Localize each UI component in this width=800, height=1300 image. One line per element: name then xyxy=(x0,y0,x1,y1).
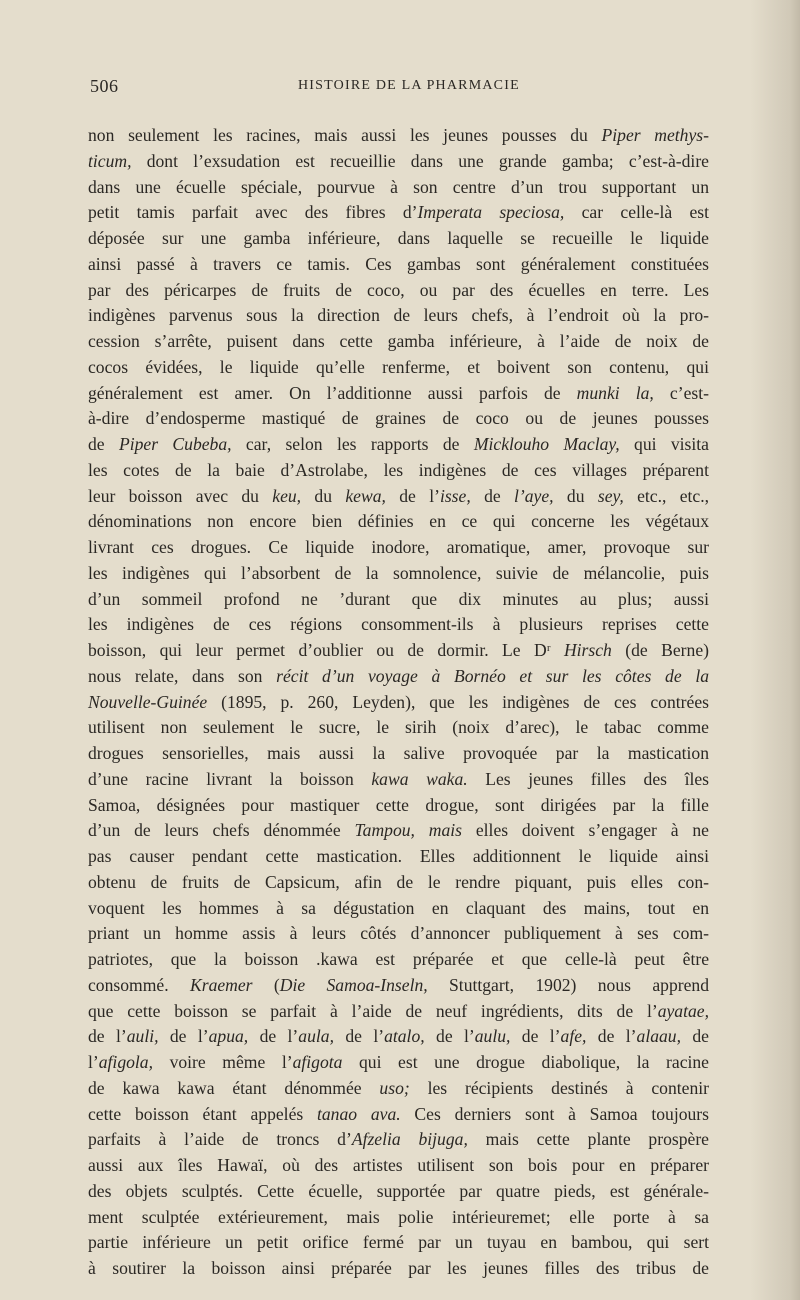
text-run: les récipients destinés à contenir xyxy=(409,1077,709,1098)
text-line xyxy=(88,741,709,767)
italic-text: alaau, xyxy=(636,1026,682,1047)
text-line xyxy=(88,844,709,870)
text-line xyxy=(88,123,709,149)
italic-text: afigota xyxy=(292,1052,343,1072)
italic-text: keu, xyxy=(272,485,302,506)
italic-text: tanao ava. xyxy=(317,1103,401,1124)
text-line xyxy=(88,921,709,947)
text-run: nous relate, dans son xyxy=(88,665,277,686)
text-run: priant un homme assis à leurs côtés d’annoncer publiquement à ses com- xyxy=(88,923,709,944)
text-line xyxy=(88,1050,709,1076)
text-run: les indigènes qui l’absorbent de la somnolence, suivie de mélancolie, puis xyxy=(88,562,709,583)
italic-text: Die Samoa-Inseln, xyxy=(279,974,428,995)
text-line xyxy=(88,458,709,484)
italic-text: kawa waka. xyxy=(371,768,468,789)
text-run: de l’ xyxy=(385,485,440,506)
text-line xyxy=(88,818,709,844)
text-run: de l’ xyxy=(424,1026,475,1047)
text-run: ment sculptée extérieurement, mais polie intérieuremet; elle porte à sa xyxy=(88,1206,709,1227)
italic-text: afe, xyxy=(560,1026,587,1047)
italic-text: Hirsch xyxy=(563,640,612,660)
text-run: à soutirer la boisson ainsi préparée par les jeunes filles des tribus de xyxy=(88,1258,709,1278)
text-line xyxy=(88,509,709,535)
text-line xyxy=(88,303,709,329)
text-run: de xyxy=(681,1026,709,1047)
text-line xyxy=(88,973,709,999)
text-line xyxy=(88,870,709,896)
text-run: Stuttgart, 1902) nous apprend xyxy=(427,974,710,995)
italic-text: sey, xyxy=(597,485,624,506)
text-line xyxy=(88,793,709,819)
text-run: d’un sommeil profond ne ’durant que dix minutes au plus; aussi xyxy=(88,588,709,609)
text-line xyxy=(88,587,709,613)
text-run: petit tamis parfait avec des fibres d’ xyxy=(88,202,418,223)
text-run: elles doivent s’engager à ne xyxy=(462,820,709,841)
text-run: non seulement les racines, mais aussi les jeunes pousses du xyxy=(88,125,602,145)
text-run: drogues sensorielles, mais aussi la salive provoquée par la mastication xyxy=(88,743,709,763)
text-run: que cette boisson se parfait à l’aide de neuf ingrédients, dits de l’ xyxy=(88,1000,658,1021)
italic-text: auli, xyxy=(126,1026,159,1047)
italic-text: aulu, xyxy=(474,1026,511,1047)
text-run: les cotes de la baie d’Astrolabe, les indigènes de ces villages préparent xyxy=(88,459,709,480)
page-number: 506 xyxy=(90,76,119,96)
text-line xyxy=(88,535,709,561)
italic-text: récit d’un voyage à Bornéo et sur les côtes de la xyxy=(276,665,710,686)
text-run: voire même l’ xyxy=(153,1052,293,1072)
text-run: dénominations non encore bien définies en ce qui concerne les végétaux xyxy=(88,511,709,532)
text-run: du xyxy=(301,485,346,506)
text-run: voquent les hommes à sa dégustation en claquant des mains, tout en xyxy=(88,897,709,918)
text-run: cocos évidées, le liquide qu’elle renferme, et boivent son contenu, qui xyxy=(88,356,709,377)
text-line xyxy=(88,381,709,407)
text-line xyxy=(88,149,709,175)
text-run: Ces derniers sont à Samoa toujours xyxy=(400,1103,710,1124)
text-line xyxy=(88,1153,709,1179)
text-run: livrant ces drogues. Ce liquide inodore, aromatique, amer, provoque sur xyxy=(88,537,709,557)
italic-text: isse, xyxy=(439,485,471,506)
page-header xyxy=(90,76,710,100)
text-line xyxy=(88,329,709,355)
text-line xyxy=(88,252,709,278)
text-run: Samoa, désignées pour mastiquer cette drogue, sont dirigées par la fille xyxy=(88,794,709,815)
italic-text: aula, xyxy=(298,1026,334,1047)
text-run: leur boisson avec du xyxy=(88,485,273,506)
text-line xyxy=(88,355,709,381)
running-title: HISTOIRE DE LA PHARMACIE xyxy=(298,78,520,93)
text-run: à-dire d’endosperme mastiqué de graines de coco ou de jeunes pousses xyxy=(88,408,709,429)
italic-text: atalo, xyxy=(384,1026,425,1047)
text-line xyxy=(88,638,709,664)
text-run: par des péricarpes de fruits de coco, ou par des écuelles en terre. Les xyxy=(88,279,709,300)
text-run: cette boisson étant appelés xyxy=(88,1103,317,1124)
text-line xyxy=(88,1024,709,1050)
text-line xyxy=(88,1205,709,1231)
italic-text: Tampou, mais xyxy=(354,820,463,841)
text-line xyxy=(88,999,709,1025)
text-run: de l’ xyxy=(333,1026,385,1047)
italic-text: Piper methys- xyxy=(601,125,709,145)
text-run: dans une écuelle spéciale, pourvue à son centre d’un trou supportant un xyxy=(88,176,709,197)
italic-text: Micklouho Maclay, xyxy=(473,434,620,454)
text-run: (de Berne) xyxy=(611,640,709,660)
text-line xyxy=(88,200,709,226)
text-line xyxy=(88,1076,709,1102)
text-line xyxy=(88,896,709,922)
text-line xyxy=(88,612,709,638)
italic-text: kewa, xyxy=(345,485,386,506)
text-run: patriotes, que la boisson .kawa est préparée et que celle-là peut être xyxy=(88,949,709,969)
text-line xyxy=(88,715,709,741)
text-run: (1895, p. 260, Leyden), que les indigènes de ces contrées xyxy=(207,691,709,712)
text-run: consommé. xyxy=(88,974,190,995)
text-line xyxy=(88,767,709,793)
text-run: de l’ xyxy=(586,1026,637,1047)
text-run: ( xyxy=(252,974,280,995)
text-run: Les jeunes filles des îles xyxy=(467,768,709,789)
body-paragraph xyxy=(88,123,709,1282)
text-run: de kawa kawa étant dénommée xyxy=(88,1077,380,1098)
text-run: dont l’exsudation est recueillie dans une grande gamba; c’est-à-dire xyxy=(131,150,709,171)
text-run: mais cette plante prospère xyxy=(467,1129,709,1150)
text-run: déposée sur une gamba inférieure, dans laquelle se recueille le liquide xyxy=(88,228,709,248)
text-run: de l’ xyxy=(248,1026,299,1047)
text-run: utilisent non seulement le sucre, le sirih (noix d’arec), le tabac comme xyxy=(88,717,709,738)
text-line xyxy=(88,432,709,458)
text-run: aussi aux îles Hawaï, où des artistes utilisent son bois pour en préparer xyxy=(88,1155,709,1175)
text-run: obtenu de fruits de Capsicum, afin de le rendre piquant, puis elles con- xyxy=(88,871,709,892)
text-run: pas causer pendant cette mastication. Elles additionnent le liquide ainsi xyxy=(88,846,709,866)
text-line xyxy=(88,664,709,690)
text-run: ainsi passé à travers ce tamis. Ces gambas sont généralement constituées xyxy=(88,253,709,274)
text-run: du xyxy=(553,485,598,506)
italic-text: Kraemer xyxy=(189,974,253,995)
text-line xyxy=(88,1256,709,1282)
text-run: etc., etc., xyxy=(623,485,710,506)
italic-text: uso; xyxy=(379,1077,410,1098)
text-run: d’une racine livrant la boisson xyxy=(88,768,372,789)
italic-text: Imperata speciosa, xyxy=(417,202,565,223)
text-run: de l’ xyxy=(158,1026,209,1047)
text-run: de l’ xyxy=(510,1026,561,1047)
text-line xyxy=(88,1179,709,1205)
text-run: qui visita xyxy=(619,434,709,454)
italic-text: ayatae, xyxy=(657,1000,709,1021)
text-run: car celle-là est xyxy=(564,202,710,223)
text-run: qui est une drogue diabolique, la racine xyxy=(342,1052,709,1072)
text-line xyxy=(88,1230,709,1256)
text-line xyxy=(88,484,709,510)
italic-text: afigola, xyxy=(98,1052,154,1072)
text-run: cession s’arrête, puisent dans cette gamba inférieure, à l’aide de noix de xyxy=(88,331,709,351)
text-run: généralement est amer. On l’additionne aussi parfois de xyxy=(88,382,577,403)
text-line xyxy=(88,1127,709,1153)
text-line xyxy=(88,278,709,304)
text-run: d’un de leurs chefs dénommée xyxy=(88,820,355,841)
italic-text: Piper Cubeba, xyxy=(118,434,232,454)
text-run: de l’ xyxy=(88,1026,127,1047)
text-run: des objets sculptés. Cette écuelle, supportée par quatre pieds, est générale- xyxy=(88,1180,709,1201)
text-run: parfaits à l’aide de troncs d’ xyxy=(88,1129,352,1150)
italic-text: munki la, xyxy=(576,382,654,403)
text-run: l’ xyxy=(88,1052,99,1072)
text-line xyxy=(88,175,709,201)
text-line xyxy=(88,406,709,432)
text-line xyxy=(88,561,709,587)
text-run: car, selon les rapports de xyxy=(231,434,474,454)
text-run: partie inférieure un petit orifice fermé par un tuyau en bambou, qui sert xyxy=(88,1232,709,1253)
text-line xyxy=(88,947,709,973)
italic-text: apua, xyxy=(208,1026,249,1047)
text-run: les indigènes de ces régions consomment-ils à plusieurs reprises cette xyxy=(88,614,709,635)
italic-text: Nouvelle-Guinée xyxy=(88,691,208,712)
text-run: c’est- xyxy=(653,382,709,403)
text-run: de xyxy=(470,485,515,506)
italic-text: l’aye, xyxy=(514,485,554,506)
text-line xyxy=(88,1102,709,1128)
italic-text: ticum, xyxy=(88,150,132,171)
text-line xyxy=(88,226,709,252)
italic-text: Afzelia bijuga, xyxy=(351,1129,468,1150)
text-run: indigènes parvenus sous la direction de leurs chefs, à l’endroit où la pro- xyxy=(88,305,709,326)
text-line xyxy=(88,690,709,716)
text-run: de xyxy=(88,434,119,454)
text-run: boisson, qui leur permet d’oublier ou de dormir. Le Dʳ xyxy=(88,640,564,660)
